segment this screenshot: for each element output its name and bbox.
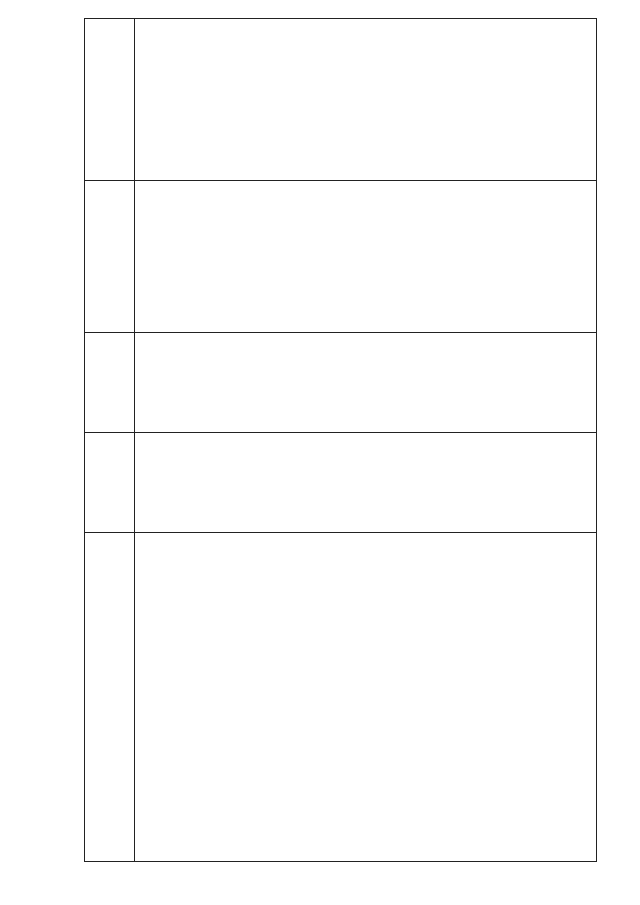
empty-cell — [85, 19, 135, 181]
empty-cell — [85, 181, 135, 333]
discipline-cell — [135, 181, 597, 333]
skills-knowledge-text — [135, 533, 137, 861]
empty-cell — [85, 333, 135, 433]
continuation-text — [85, 533, 87, 861]
table-row — [135, 19, 597, 862]
empty-cell — [85, 433, 135, 533]
content-cell-top — [85, 533, 135, 862]
hours-cell — [135, 333, 597, 433]
table — [84, 18, 597, 862]
standard-table — [84, 24, 596, 862]
table-row-continuation — [85, 19, 135, 862]
empty-cell — [135, 433, 597, 533]
content-cell — [135, 533, 597, 862]
competencies-cell — [135, 19, 597, 181]
